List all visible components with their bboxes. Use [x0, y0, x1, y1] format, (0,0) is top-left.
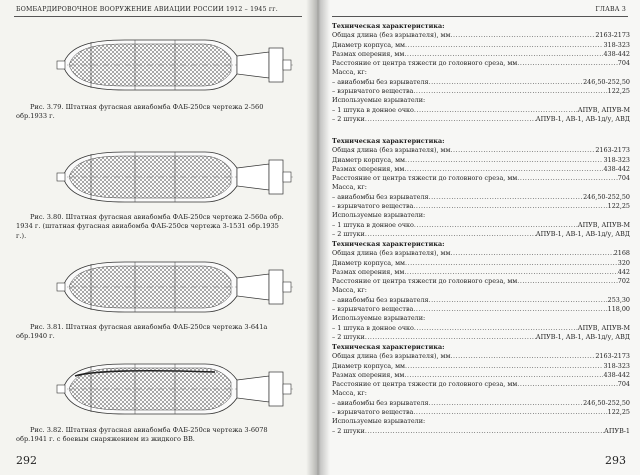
spec-value: 704 [617, 174, 630, 183]
dot-leader [450, 31, 595, 40]
spec-row [332, 106, 630, 115]
dot-leader [517, 59, 618, 68]
fuze-heading: Используемые взрыватели: [332, 96, 426, 105]
spec-value: 320 [617, 258, 630, 267]
spec-label: Диаметр корпуса, мм [332, 40, 406, 49]
spec-value: 442 [617, 267, 630, 276]
spec-row [332, 333, 630, 342]
bomb-drawing-fig-3-81 [55, 256, 300, 318]
spec-value: 246,50-252,50 [583, 398, 630, 407]
spec-row [332, 362, 630, 371]
spec-row [332, 202, 630, 211]
spec-block [332, 22, 630, 124]
dot-leader [414, 221, 578, 230]
spec-row [332, 352, 630, 361]
spec-title: Техническая характеристика: [332, 22, 445, 30]
spec-value: 122,25 [607, 87, 630, 96]
dot-leader [413, 305, 607, 314]
spec-value: 246,50-252,50 [583, 77, 630, 86]
spec-row [332, 193, 630, 202]
spec-value: АПУВ, АПУВ-М [577, 105, 630, 114]
spec-row [332, 50, 630, 59]
left-header-rule [14, 16, 302, 17]
dot-leader [429, 78, 584, 87]
bomb-drawing-svg [55, 146, 300, 208]
spec-row [332, 371, 630, 380]
spec-value: 704 [617, 59, 630, 68]
spec-title: Техническая характеристика: [332, 240, 445, 248]
spec-row [332, 268, 630, 277]
spec-label: – авиабомбы без взрывателя [332, 192, 429, 201]
dot-leader [429, 193, 584, 202]
spec-label: Диаметр корпуса, мм [332, 258, 406, 267]
bomb-drawing-svg [55, 256, 300, 318]
spec-label: Размах оперения, мм [332, 164, 405, 173]
spec-value: 122,25 [607, 408, 630, 417]
spec-value: 246,50-252,50 [583, 192, 630, 201]
dot-leader [365, 333, 536, 342]
spec-row [332, 427, 630, 436]
figure-caption: Рис. 3.82. Штатная фугасная авиабомба ФАБ-250св чертежа 3-6078 обр.1941 г. с боевым снаряжением из жидкого ВВ. [16, 426, 268, 444]
dot-leader [517, 277, 618, 286]
spec-value: 253,30 [607, 295, 630, 304]
spec-value: 2168 [613, 249, 630, 258]
spec-label: – 2 штуки [332, 229, 365, 238]
mass-heading: Масса, кг: [332, 183, 367, 192]
dot-leader [450, 146, 595, 155]
dot-leader [365, 115, 536, 124]
right-header-rule [332, 16, 628, 17]
dot-leader [414, 106, 578, 115]
fuze-heading: Используемые взрыватели: [332, 314, 426, 323]
spec-row [332, 408, 630, 417]
spec-row [332, 78, 630, 87]
mass-heading: Масса, кг: [332, 389, 367, 398]
spec-label: – 1 штука в донное очко [332, 105, 414, 114]
spec-row [332, 174, 630, 183]
dot-leader [365, 427, 604, 436]
spec-label: – авиабомбы без взрывателя [332, 295, 429, 304]
spec-value: АПУВ-1, АВ-1, АВ-1д/у, АВД [535, 114, 630, 123]
spec-label: – авиабомбы без взрывателя [332, 77, 429, 86]
spec-block [332, 137, 630, 239]
spec-label: – авиабомбы без взрывателя [332, 398, 429, 407]
spec-value: 438-442 [603, 370, 630, 379]
spec-label: – 2 штуки [332, 114, 365, 123]
spec-row [332, 165, 630, 174]
dot-leader [404, 165, 603, 174]
spec-value: 318-323 [603, 155, 630, 164]
dot-leader [450, 249, 613, 258]
figure-caption: Рис. 3.79. Штатная фугасная авиабомба ФАБ-250св чертежа 2-560 обр.1933 г. [16, 103, 264, 121]
bomb-drawing-fig-3-82 [55, 358, 300, 420]
bomb-drawing-fig-3-79 [55, 34, 300, 96]
dot-leader [405, 41, 603, 50]
spec-label: – взрывчатого вещества [332, 305, 414, 314]
spec-row [332, 277, 630, 286]
spec-value: 438-442 [603, 49, 630, 58]
spec-label: Расстояние от центра тяжести до головного среза, мм [332, 380, 518, 389]
dot-leader [365, 230, 536, 239]
spec-label: – 1 штука в донное очко [332, 220, 414, 229]
spec-label: Размах оперения, мм [332, 267, 405, 276]
spec-label: Общая длина (без взрывателя), мм [332, 146, 451, 155]
spec-value: АПУВ-1, АВ-1, АВ-1д/у, АВД [535, 332, 630, 341]
dot-leader [413, 408, 607, 417]
dot-leader [405, 362, 603, 371]
spec-row [332, 59, 630, 68]
spec-row [332, 296, 630, 305]
spec-value: АПУВ, АПУВ-М [577, 323, 630, 332]
spec-row [332, 115, 630, 124]
dot-leader [429, 399, 584, 408]
spec-value: 318-323 [603, 40, 630, 49]
spec-label: Расстояние от центра тяжести до головного среза, мм [332, 174, 518, 183]
fuze-heading: Используемые взрыватели: [332, 211, 426, 220]
mass-heading: Масса, кг: [332, 286, 367, 295]
dot-leader [517, 174, 618, 183]
dot-leader [405, 156, 603, 165]
left-running-head: БОМБАРДИРОВОЧНОЕ ВООРУЖЕНИЕ АВИАЦИИ РОССИИ 1912 – 1945 гг. [16, 6, 278, 13]
dot-leader [404, 50, 603, 59]
spec-block [332, 240, 630, 342]
book-gutter-shadow [306, 0, 330, 475]
spec-label: Общая длина (без взрывателя), мм [332, 352, 451, 361]
spec-row [332, 41, 630, 50]
spec-value: АПУВ-1, АВ-1, АВ-1д/у, АВД [535, 229, 630, 238]
spec-value: 438-442 [603, 164, 630, 173]
spec-row [332, 259, 630, 268]
spec-value: АПУВ-1 [604, 426, 630, 435]
figure-caption: Рис. 3.81. Штатная фугасная авиабомба ФАБ-250св чертежа 3-641а обр.1940 г. [16, 323, 268, 341]
right-running-head: ГЛАВА 3 [595, 6, 626, 13]
spec-row [332, 31, 630, 40]
spec-title: Техническая характеристика: [332, 137, 445, 145]
dot-leader [517, 380, 618, 389]
spec-value: 704 [617, 380, 630, 389]
spec-label: Диаметр корпуса, мм [332, 361, 406, 370]
spec-row [332, 380, 630, 389]
bomb-drawing-svg [55, 358, 300, 420]
spec-value: 702 [617, 277, 630, 286]
spec-row [332, 230, 630, 239]
dot-leader [414, 324, 578, 333]
spec-value: 2163-2173 [595, 352, 630, 361]
bomb-drawing-svg [55, 34, 300, 96]
spec-row [332, 146, 630, 155]
spec-label: – взрывчатого вещества [332, 408, 414, 417]
dot-leader [413, 87, 607, 96]
spec-row [332, 87, 630, 96]
spec-value: 118,00 [607, 305, 630, 314]
left-page-number: 292 [16, 454, 37, 467]
spec-value: АПУВ, АПУВ-М [577, 220, 630, 229]
spec-value: 2163-2173 [595, 146, 630, 155]
dot-leader [450, 352, 595, 361]
right-page-number: 293 [605, 454, 626, 467]
spec-label: Размах оперения, мм [332, 370, 405, 379]
spec-row [332, 305, 630, 314]
dot-leader [413, 202, 607, 211]
dot-leader [429, 296, 608, 305]
spec-row [332, 324, 630, 333]
right-page [318, 0, 640, 475]
spec-label: – взрывчатого вещества [332, 202, 414, 211]
spec-label: Общая длина (без взрывателя), мм [332, 31, 451, 40]
dot-leader [404, 371, 603, 380]
spec-value: 122,25 [607, 202, 630, 211]
spec-row [332, 156, 630, 165]
spec-row [332, 399, 630, 408]
spec-title: Техническая характеристика: [332, 343, 445, 351]
spec-value: 318-323 [603, 361, 630, 370]
spec-label: – 2 штуки [332, 426, 365, 435]
mass-heading: Масса, кг: [332, 68, 367, 77]
spec-row [332, 249, 630, 258]
spec-value: 2163-2173 [595, 31, 630, 40]
spec-row [332, 221, 630, 230]
figure-caption: Рис. 3.80. Штатная фугасная авиабомба ФАБ-250св чертежа 2-560а обр. 1934 г. (штатная фугасная авиабомба ФАБ-250св чертежа 3-1531 обр.1935 г.). [16, 213, 284, 240]
dot-leader [405, 259, 618, 268]
spec-label: – 2 штуки [332, 332, 365, 341]
spec-label: Диаметр корпуса, мм [332, 155, 406, 164]
spec-label: Размах оперения, мм [332, 49, 405, 58]
spec-label: Расстояние от центра тяжести до головного среза, мм [332, 277, 518, 286]
spec-label: – взрывчатого вещества [332, 87, 414, 96]
spec-label: – 1 штука в донное очко [332, 323, 414, 332]
bomb-drawing-fig-3-80 [55, 146, 300, 208]
left-page [0, 0, 318, 475]
dot-leader [404, 268, 617, 277]
spec-block [332, 343, 630, 436]
fuze-heading: Используемые взрыватели: [332, 417, 426, 426]
spec-label: Общая длина (без взрывателя), мм [332, 249, 451, 258]
spec-label: Расстояние от центра тяжести до головного среза, мм [332, 59, 518, 68]
